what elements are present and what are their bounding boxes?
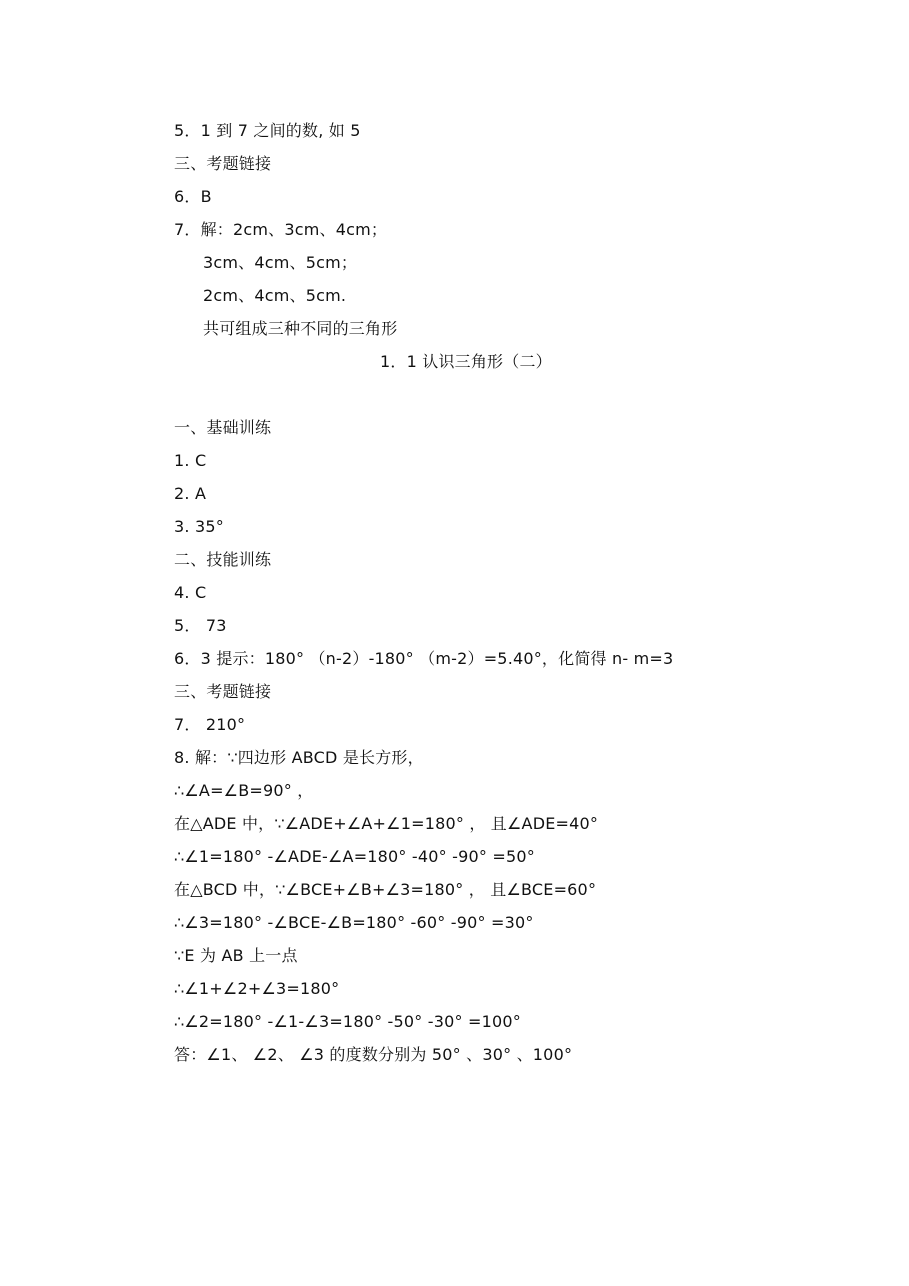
solution-step-3: ∴∠1=180° -∠ADE-∠A=180° -40° -90° =50° xyxy=(174,847,535,866)
solution-step-6: ∵E 为 AB 上一点 xyxy=(174,946,298,965)
answer-7-line-3: 2cm、4cm、5cm. xyxy=(203,286,347,305)
answer-5: 5．1 到 7 之间的数, 如 5 xyxy=(174,121,361,140)
heading-basic-training: 一、基础训练 xyxy=(174,418,272,437)
answer-7-conclusion: 共可组成三种不同的三角形 xyxy=(203,319,398,338)
answer-8: 8. 解：∵四边形 ABCD 是长方形， xyxy=(174,748,424,767)
solution-step-4: 在△BCD 中，∵∠BCE+∠B+∠3=180° ， 且∠BCE=60° xyxy=(174,880,597,899)
solution-step-8: ∴∠2=180° -∠1-∠3=180° -50° -30° =100° xyxy=(174,1012,521,1031)
answer-3: 3. 35° xyxy=(174,517,224,536)
answer-2: 2. A xyxy=(174,484,207,503)
heading-exam-link-2: 三、考题链接 xyxy=(174,682,272,701)
answer-4: 4. C xyxy=(174,583,207,602)
solution-step-2: 在△ADE 中，∵∠ADE+∠A+∠1=180° ， 且∠ADE=40° xyxy=(174,814,599,833)
solution-step-1: ∴∠A=∠B=90° ， xyxy=(174,781,314,800)
solution-step-7: ∴∠1+∠2+∠3=180° xyxy=(174,979,340,998)
answer-1: 1. C xyxy=(174,451,207,470)
answer-7-line-2: 3cm、4cm、5cm； xyxy=(203,253,358,272)
answer-6: 6．B xyxy=(174,187,212,206)
answer-7: 7．解：2cm、3cm、4cm； xyxy=(174,220,388,239)
heading-skill-training: 二、技能训练 xyxy=(174,550,272,569)
answer-5b: 5． 73 xyxy=(174,616,227,635)
heading-exam-link: 三、考题链接 xyxy=(174,154,272,173)
final-answer: 答：∠1、 ∠2、 ∠3 的度数分别为 50° 、30° 、100° xyxy=(174,1045,573,1064)
answer-6b: 6．3 提示：180° （n-2）-180° （m-2）=5.40°，化简得 n- m=3 xyxy=(174,649,674,668)
answer-7b: 7． 210° xyxy=(174,715,246,734)
section-title: 1．1 认识三角形（二） xyxy=(380,352,552,371)
solution-step-5: ∴∠3=180° -∠BCE-∠B=180° -60° -90° =30° xyxy=(174,913,534,932)
